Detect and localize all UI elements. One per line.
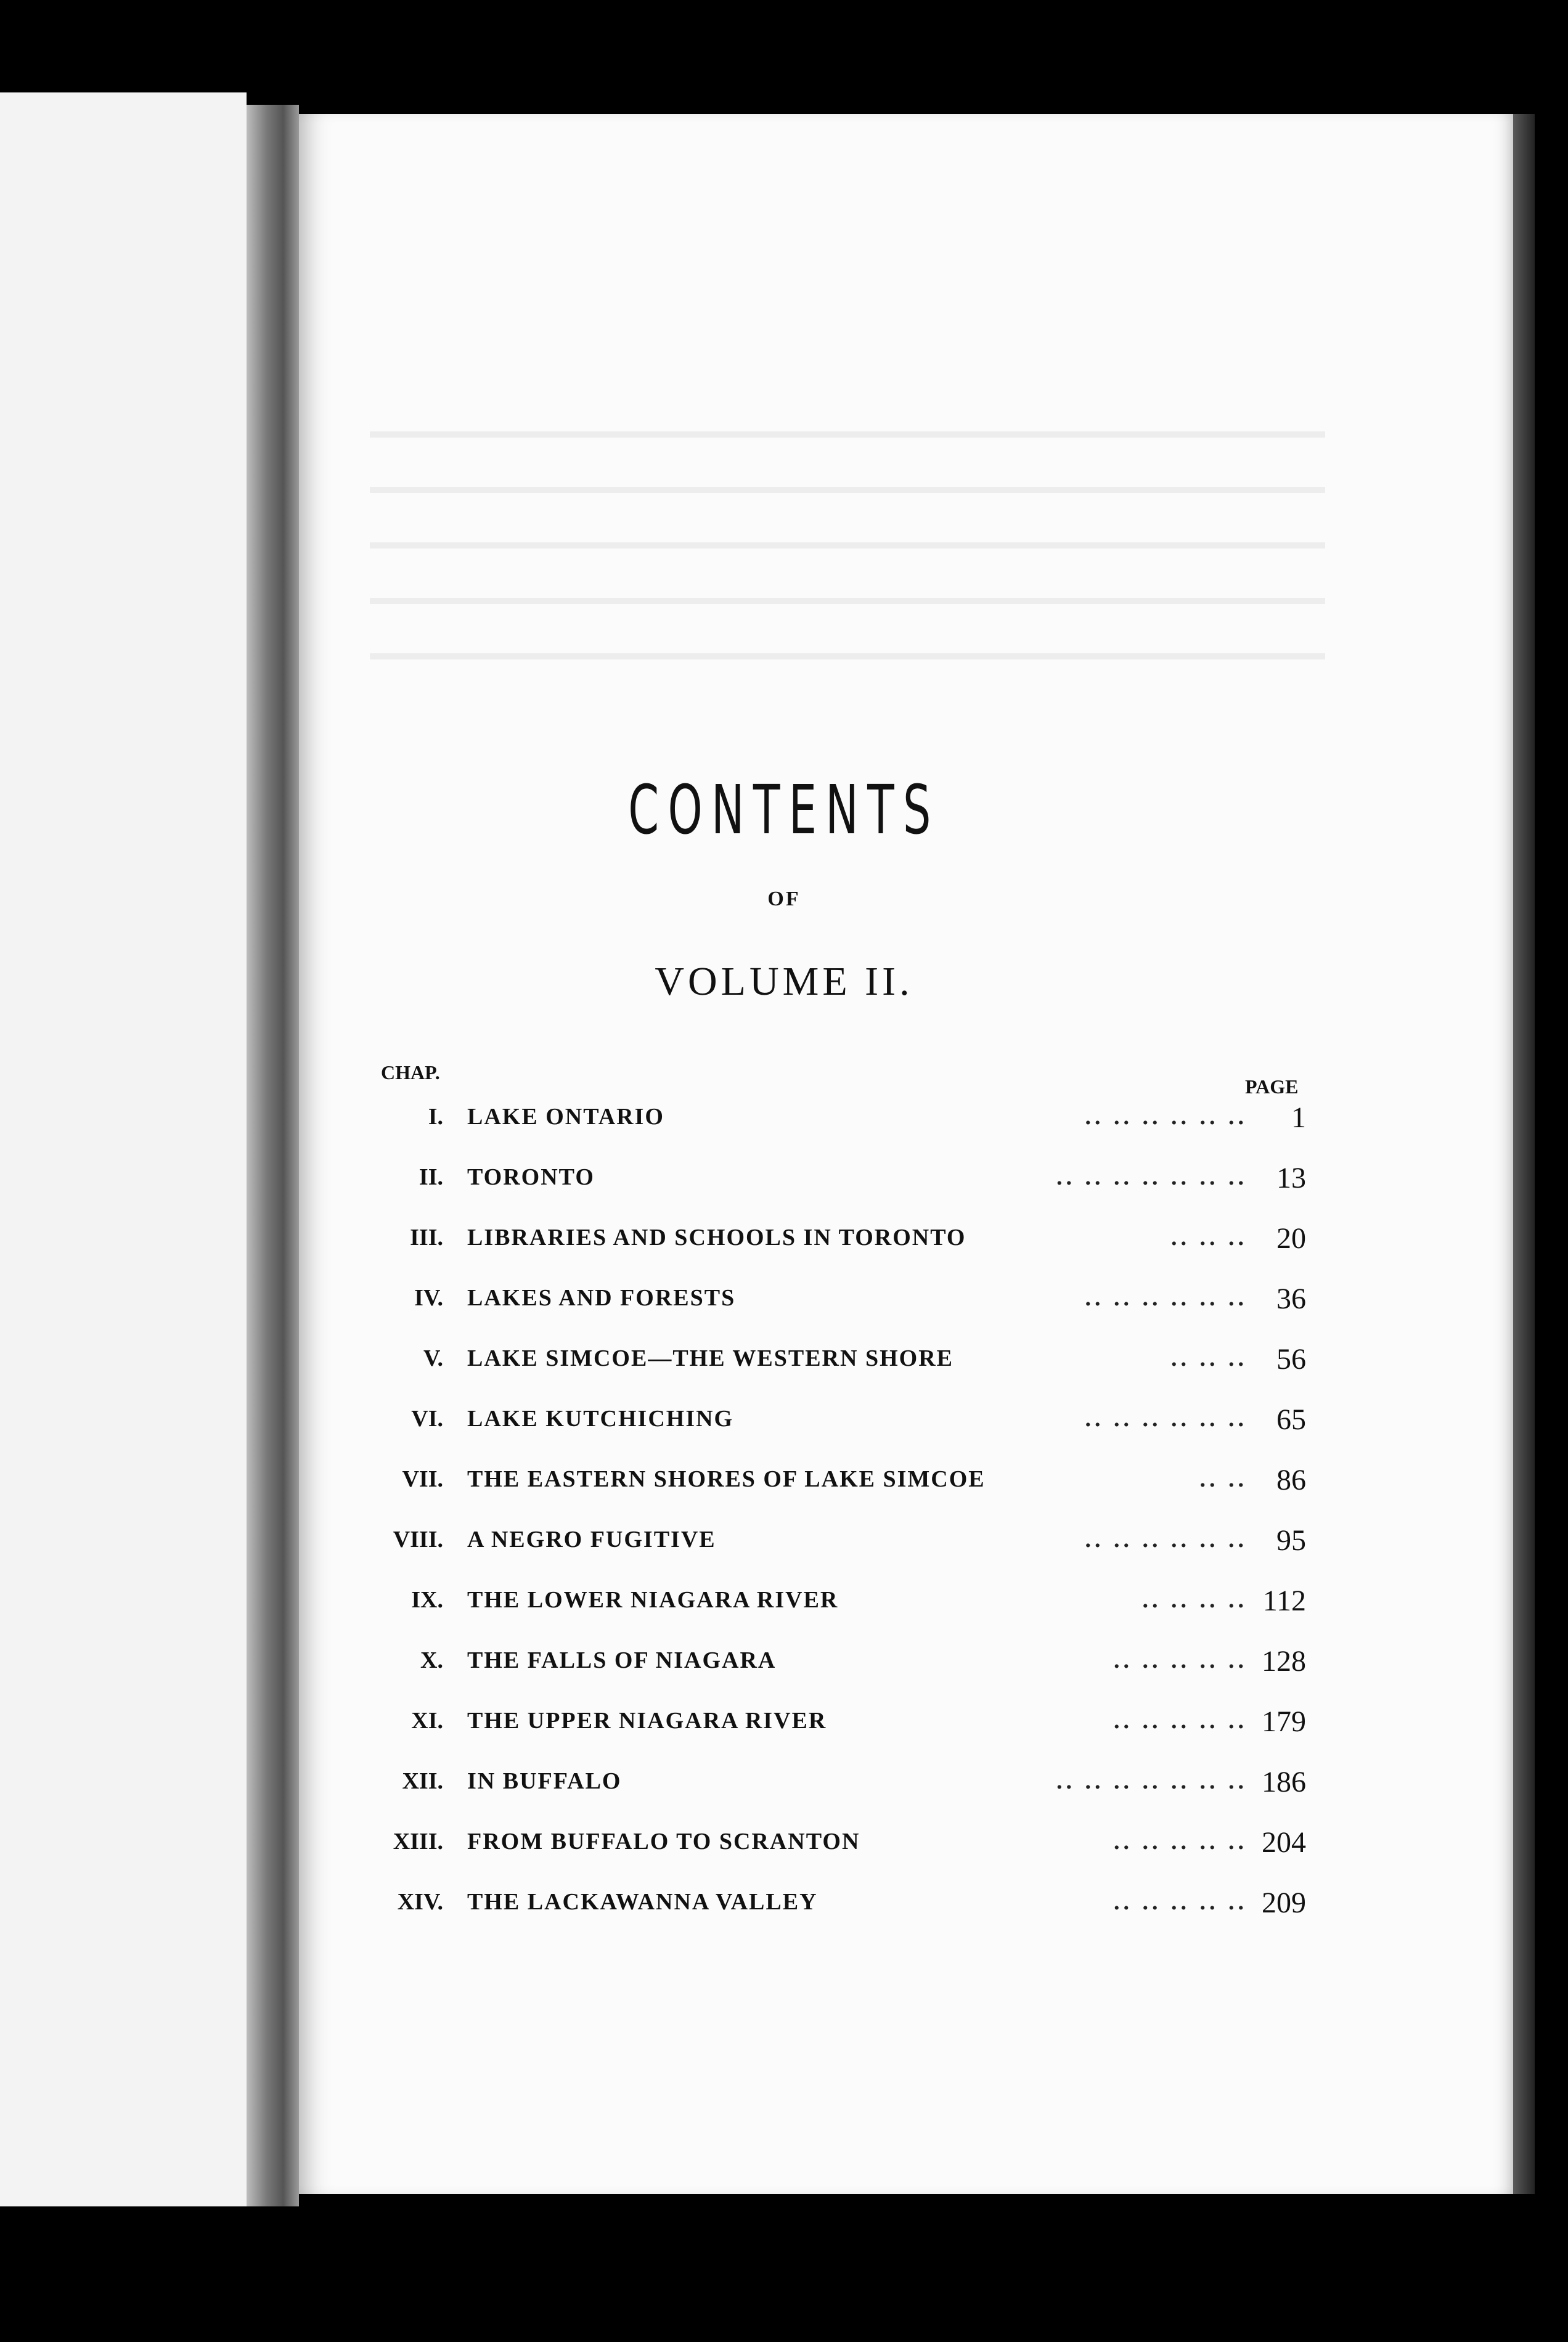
chapter-number: XIV.	[397, 1889, 443, 1915]
chapter-number: X.	[420, 1647, 443, 1673]
leader-dots: .. .. .. .. ..	[1114, 1708, 1247, 1734]
chapter-number: VIII.	[393, 1527, 443, 1552]
leader-dots: .. .. .. ..	[1142, 1587, 1247, 1613]
toc-entry	[0, 1828, 1568, 1883]
of-label: OF	[767, 887, 801, 910]
page-number: 56	[1276, 1343, 1306, 1376]
toc-entry	[0, 1405, 1568, 1461]
chapter-number: XI.	[411, 1708, 443, 1734]
leader-dots: .. .. ..	[1171, 1345, 1247, 1371]
chapter-title: FROM BUFFALO TO SCRANTON	[467, 1829, 860, 1854]
chapter-number: II.	[419, 1164, 443, 1190]
toc-entry	[0, 1888, 1568, 1944]
page-number: 186	[1262, 1766, 1306, 1798]
leader-dots: .. .. .. .. .. .. ..	[1056, 1164, 1247, 1190]
chapter-title: TORONTO	[467, 1164, 595, 1190]
leader-dots: .. .. .. .. ..	[1114, 1647, 1247, 1673]
chapter-title: THE EASTERN SHORES OF LAKE SIMCOE	[467, 1466, 986, 1492]
chapter-number: V.	[423, 1345, 443, 1371]
chapter-number: III.	[410, 1225, 443, 1251]
toc-entry	[0, 1466, 1568, 1521]
leader-dots: .. .. .. .. .. ..	[1085, 1527, 1247, 1552]
chapter-number: VI.	[411, 1406, 443, 1432]
toc-entry	[0, 1707, 1568, 1763]
chapter-title: THE FALLS OF NIAGARA	[467, 1647, 777, 1673]
chapter-number: IX.	[411, 1587, 443, 1613]
page-number: 36	[1276, 1283, 1306, 1315]
page-number: 128	[1262, 1645, 1306, 1678]
show-through-line	[370, 653, 1325, 659]
chap-column-header: CHAP.	[381, 1061, 440, 1083]
toc-entry	[0, 1586, 1568, 1642]
chapter-number: I.	[428, 1104, 443, 1130]
volume-heading: VOLUME II.	[655, 959, 913, 1004]
chapter-title: LIBRARIES AND SCHOOLS IN TORONTO	[467, 1225, 966, 1251]
leader-dots: .. .. .. .. .. .. ..	[1056, 1768, 1247, 1794]
page-number: 13	[1276, 1162, 1306, 1194]
chapter-title: LAKES AND FORESTS	[467, 1285, 736, 1311]
leader-dots: .. .. .. .. ..	[1114, 1889, 1247, 1915]
chapter-title: LAKE SIMCOE—THE WESTERN SHORE	[467, 1345, 953, 1371]
page-number: 20	[1276, 1222, 1306, 1255]
chapter-title: THE UPPER NIAGARA RIVER	[467, 1708, 827, 1734]
leader-dots: .. ..	[1199, 1466, 1247, 1492]
page-number: 65	[1276, 1403, 1306, 1436]
chapter-number: XIII.	[393, 1829, 443, 1854]
page-number: 179	[1262, 1705, 1306, 1738]
show-through-line	[370, 542, 1325, 549]
toc-entry	[0, 1526, 1568, 1581]
toc-entry	[0, 1103, 1568, 1159]
toc-entry	[0, 1164, 1568, 1219]
leader-dots: .. .. .. .. .. ..	[1085, 1406, 1247, 1432]
leader-dots: .. .. .. .. .. ..	[1085, 1285, 1247, 1311]
page-number: 112	[1262, 1585, 1306, 1617]
chapter-title: LAKE ONTARIO	[467, 1104, 664, 1130]
chapter-number: VII.	[402, 1466, 443, 1492]
chapter-title: A NEGRO FUGITIVE	[467, 1527, 716, 1552]
chapter-number: XII.	[402, 1768, 443, 1794]
chapter-number: IV.	[414, 1285, 443, 1311]
page-number: 204	[1262, 1826, 1306, 1859]
show-through-line	[370, 598, 1325, 604]
page-number: 1	[1291, 1101, 1306, 1134]
chapter-title: THE LOWER NIAGARA RIVER	[467, 1587, 839, 1613]
toc-entry	[0, 1345, 1568, 1400]
chapter-title: THE LACKAWANNA VALLEY	[467, 1889, 818, 1915]
toc-entry	[0, 1647, 1568, 1702]
chapter-title: IN BUFFALO	[467, 1768, 622, 1794]
toc-entry	[0, 1284, 1568, 1340]
page-number: 209	[1262, 1887, 1306, 1919]
contents-title: CONTENTS	[628, 770, 940, 849]
toc-entry	[0, 1224, 1568, 1279]
leader-dots: .. .. ..	[1171, 1225, 1247, 1251]
toc-entry	[0, 1768, 1568, 1823]
leader-dots: .. .. .. .. ..	[1114, 1829, 1247, 1854]
leader-dots: .. .. .. .. .. ..	[1085, 1104, 1247, 1130]
page-number: 86	[1276, 1464, 1306, 1496]
show-through-line	[370, 431, 1325, 438]
page-column-header: PAGE	[1245, 1075, 1299, 1098]
chapter-title: LAKE KUTCHICHING	[467, 1406, 734, 1432]
page-number: 95	[1276, 1524, 1306, 1557]
show-through-line	[370, 487, 1325, 493]
